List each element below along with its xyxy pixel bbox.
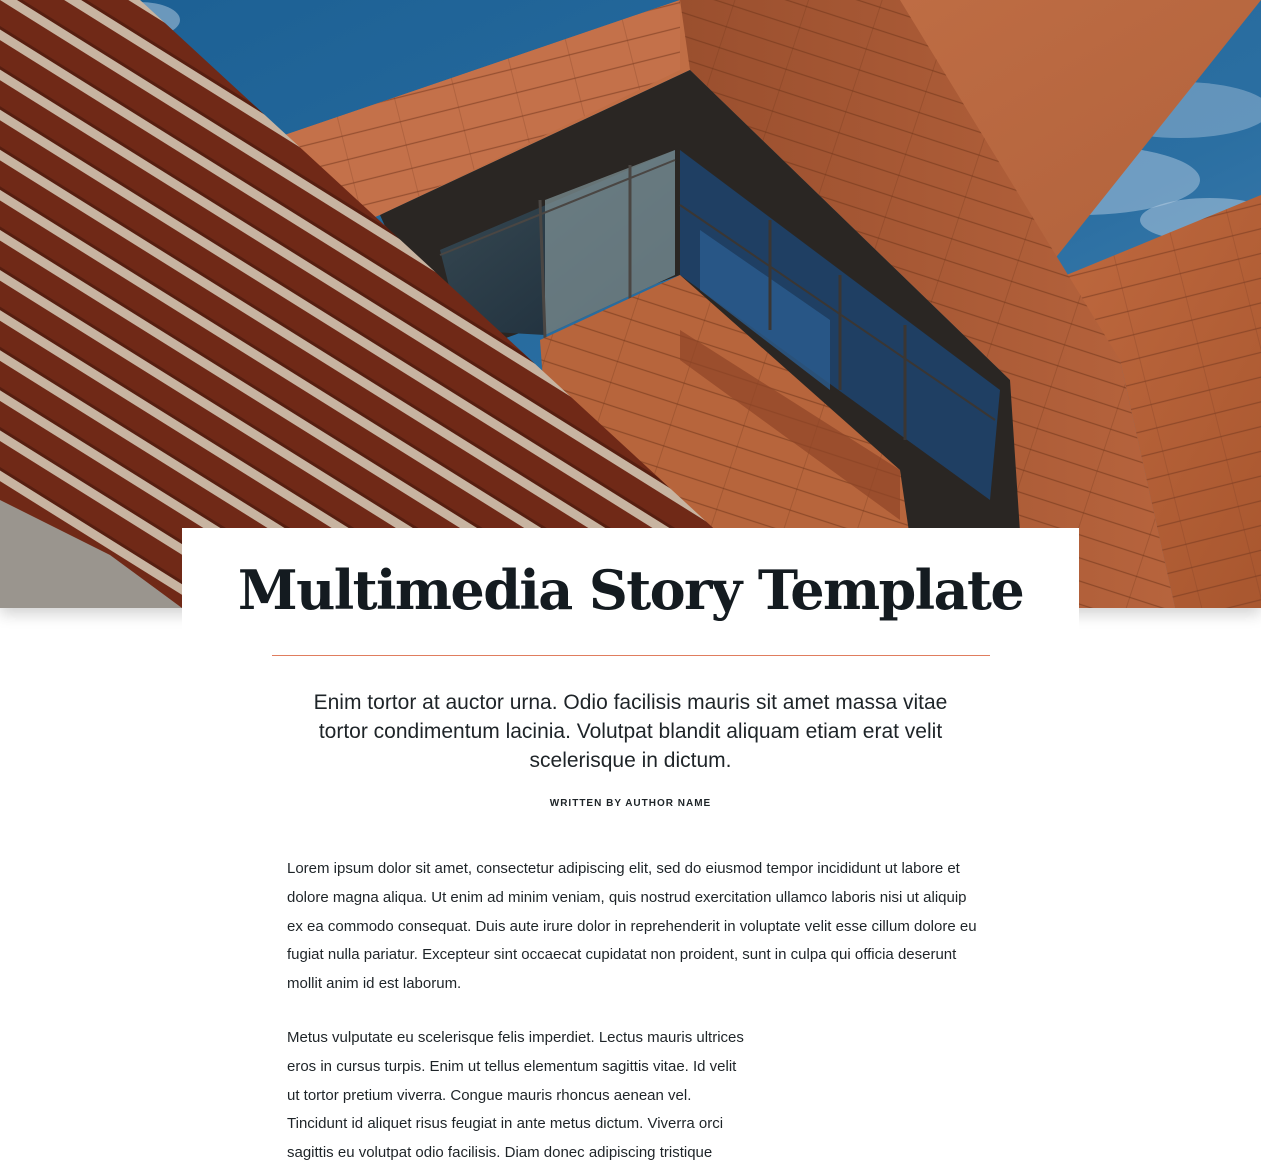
story-lede: Enim tortor at auctor urna. Odio facilisis mauris sit amet massa vitae tortor condimentum lacinia. Volutpat blandit aliquam etiam erat velit scelerisque in dictum. (313, 691, 948, 772)
body-paragraph: Metus vulputate eu scelerisque felis imperdiet. Lectus mauris ultrices eros in cursus turpis. Enim ut tellus elementum sagittis vitae. Id velit ut tortor pretium viverra. Congue mauris rhoncus aenean vel. Tincidunt id aliquet risus feugiat in ante metus dictum. Viverra orci sagittis eu volutpat odio facilisis. Diam donec adipiscing tristique (287, 1029, 744, 1162)
author-byline: WRITTEN BY AUTHOR NAME (549, 798, 712, 809)
page-title: Multimedia Story Template (237, 558, 1024, 622)
title-divider (272, 655, 990, 656)
body-paragraph: Lorem ipsum dolor sit amet, consectetur adipiscing elit, sed do eiusmod tempor incididunt ut labore et dolore magna aliqua. Ut enim ad minim veniam, quis nostrud exercitation ullamco laboris nisi ut aliquip ex ea commodo consequat. Duis aute irure dolor in reprehenderit in voluptate velit esse cillum dolore eu fugiat nulla pariatur. Excepteur sint occaecat cupidatat non proident, sunt in culpa qui officia deserunt mollit anim id est laborum. (287, 860, 977, 993)
title-card (182, 528, 1079, 656)
